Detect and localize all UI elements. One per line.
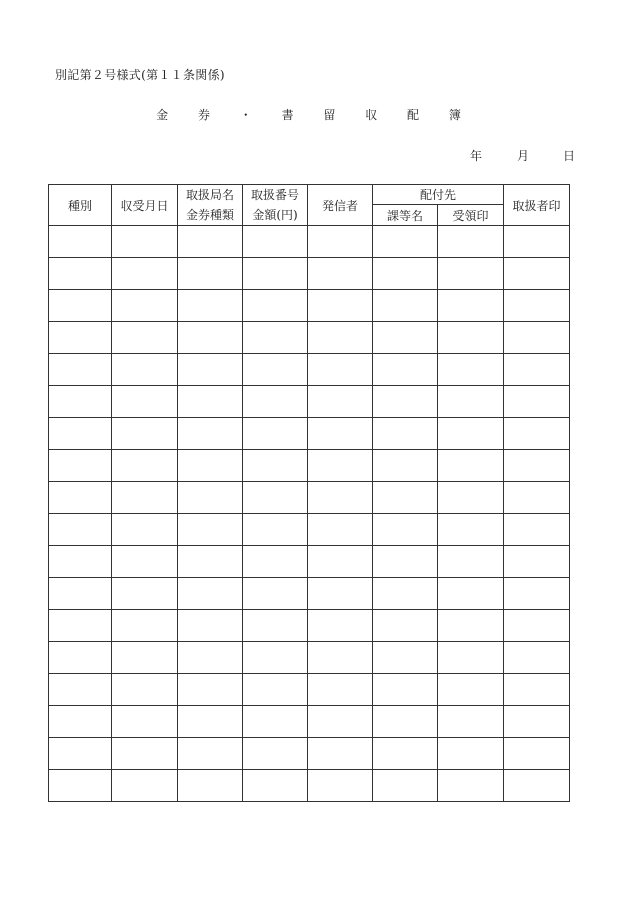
cell-sender xyxy=(308,258,373,290)
cell-received-date xyxy=(112,482,178,514)
cell-sender xyxy=(308,770,373,802)
form-reference-note: 別記第２号様式(第１１条関係) xyxy=(55,68,225,82)
cell-receipt-seal xyxy=(438,258,504,290)
cell-type xyxy=(49,610,112,642)
cell-handler-seal xyxy=(504,738,570,770)
cell-office-ticket-kind xyxy=(178,290,243,322)
cell-section-name xyxy=(373,258,438,290)
cell-received-date xyxy=(112,258,178,290)
cell-receipt-seal xyxy=(438,482,504,514)
cell-sender xyxy=(308,354,373,386)
cell-section-name xyxy=(373,514,438,546)
cell-received-date xyxy=(112,290,178,322)
cell-type xyxy=(49,226,112,258)
cell-type xyxy=(49,354,112,386)
table-row xyxy=(49,322,570,354)
date-year-label: 年 xyxy=(470,149,483,163)
cell-sender xyxy=(308,290,373,322)
cell-handler-seal xyxy=(504,450,570,482)
cell-sender xyxy=(308,706,373,738)
date-month-label: 月 xyxy=(517,149,530,163)
cell-sender xyxy=(308,514,373,546)
cell-received-date xyxy=(112,354,178,386)
cell-receipt-seal xyxy=(438,610,504,642)
cell-sender xyxy=(308,226,373,258)
cell-number-amount xyxy=(243,386,308,418)
cell-number-amount xyxy=(243,418,308,450)
cell-receipt-seal xyxy=(438,386,504,418)
cell-received-date xyxy=(112,770,178,802)
table-row xyxy=(49,674,570,706)
cell-number-amount xyxy=(243,482,308,514)
cell-sender xyxy=(308,610,373,642)
header-sender: 発信者 xyxy=(308,185,373,226)
cell-number-amount xyxy=(243,770,308,802)
cell-handler-seal xyxy=(504,578,570,610)
cell-section-name xyxy=(373,386,438,418)
cell-number-amount xyxy=(243,322,308,354)
cell-handler-seal xyxy=(504,706,570,738)
cell-office-ticket-kind xyxy=(178,546,243,578)
cell-section-name xyxy=(373,642,438,674)
cell-section-name xyxy=(373,482,438,514)
cell-office-ticket-kind xyxy=(178,770,243,802)
cell-received-date xyxy=(112,546,178,578)
cell-receipt-seal xyxy=(438,674,504,706)
header-number-amount xyxy=(243,185,308,226)
table-row xyxy=(49,258,570,290)
cell-number-amount xyxy=(243,514,308,546)
table-row xyxy=(49,386,570,418)
cell-type xyxy=(49,578,112,610)
cell-received-date xyxy=(112,642,178,674)
cell-number-amount xyxy=(243,738,308,770)
cell-receipt-seal xyxy=(438,738,504,770)
cell-number-amount xyxy=(243,546,308,578)
cell-receipt-seal xyxy=(438,578,504,610)
table-row xyxy=(49,418,570,450)
cell-received-date xyxy=(112,450,178,482)
cell-receipt-seal xyxy=(438,706,504,738)
cell-section-name xyxy=(373,578,438,610)
cell-type xyxy=(49,546,112,578)
cell-receipt-seal xyxy=(438,290,504,322)
cell-type xyxy=(49,738,112,770)
cell-section-name xyxy=(373,706,438,738)
cell-handler-seal xyxy=(504,354,570,386)
cell-received-date xyxy=(112,610,178,642)
table-row xyxy=(49,546,570,578)
cell-receipt-seal xyxy=(438,226,504,258)
cell-type xyxy=(49,770,112,802)
cell-receipt-seal xyxy=(438,770,504,802)
cell-office-ticket-kind xyxy=(178,386,243,418)
cell-received-date xyxy=(112,418,178,450)
cell-type xyxy=(49,514,112,546)
cell-type xyxy=(49,482,112,514)
table-row xyxy=(49,706,570,738)
cell-sender xyxy=(308,386,373,418)
table-row xyxy=(49,482,570,514)
cell-sender xyxy=(308,674,373,706)
cell-sender xyxy=(308,322,373,354)
cell-received-date xyxy=(112,738,178,770)
cell-received-date xyxy=(112,674,178,706)
date-day-label: 日 xyxy=(563,149,576,163)
cell-receipt-seal xyxy=(438,322,504,354)
cell-type xyxy=(49,642,112,674)
cell-handler-seal xyxy=(504,482,570,514)
cell-office-ticket-kind xyxy=(178,482,243,514)
table-row xyxy=(49,738,570,770)
cell-received-date xyxy=(112,386,178,418)
cell-section-name xyxy=(373,322,438,354)
header-number-line1: 取扱番号 xyxy=(250,188,299,202)
cell-section-name xyxy=(373,290,438,322)
cell-section-name xyxy=(373,418,438,450)
header-row-1 xyxy=(49,185,570,205)
cell-number-amount xyxy=(243,578,308,610)
cell-handler-seal xyxy=(504,770,570,802)
cell-handler-seal xyxy=(504,546,570,578)
cell-handler-seal xyxy=(504,258,570,290)
cell-number-amount xyxy=(243,354,308,386)
cell-number-amount xyxy=(243,290,308,322)
cell-handler-seal xyxy=(504,514,570,546)
cell-section-name xyxy=(373,610,438,642)
cell-sender xyxy=(308,546,373,578)
cell-type xyxy=(49,450,112,482)
cell-office-ticket-kind xyxy=(178,226,243,258)
cell-number-amount xyxy=(243,706,308,738)
cell-sender xyxy=(308,738,373,770)
ledger-body xyxy=(49,226,570,802)
header-office-line2: 金券種類 xyxy=(185,208,234,222)
header-number-line2: 金額(円) xyxy=(252,208,298,222)
cell-receipt-seal xyxy=(438,642,504,674)
cell-office-ticket-kind xyxy=(178,674,243,706)
header-section-name: 課等名 xyxy=(373,205,438,226)
table-row xyxy=(49,578,570,610)
cell-type xyxy=(49,674,112,706)
cell-sender xyxy=(308,642,373,674)
cell-number-amount xyxy=(243,642,308,674)
cell-office-ticket-kind xyxy=(178,738,243,770)
cell-sender xyxy=(308,450,373,482)
form-title: 金 券 ・ 書 留 収 配 簿 xyxy=(156,108,474,122)
cell-number-amount xyxy=(243,450,308,482)
cell-office-ticket-kind xyxy=(178,514,243,546)
cell-handler-seal xyxy=(504,642,570,674)
table-row xyxy=(49,642,570,674)
cell-sender xyxy=(308,418,373,450)
cell-handler-seal xyxy=(504,610,570,642)
cell-office-ticket-kind xyxy=(178,642,243,674)
cell-number-amount xyxy=(243,674,308,706)
table-row xyxy=(49,354,570,386)
cell-type xyxy=(49,706,112,738)
header-destination: 配付先 xyxy=(373,185,504,205)
cell-received-date xyxy=(112,322,178,354)
cell-number-amount xyxy=(243,258,308,290)
cell-office-ticket-kind xyxy=(178,450,243,482)
table-row xyxy=(49,290,570,322)
cell-received-date xyxy=(112,578,178,610)
cell-received-date xyxy=(112,514,178,546)
header-handler-seal: 取扱者印 xyxy=(504,185,570,226)
header-type: 種別 xyxy=(49,185,112,226)
cell-section-name xyxy=(373,354,438,386)
cell-receipt-seal xyxy=(438,418,504,450)
cell-sender xyxy=(308,482,373,514)
header-office-ticket-kind xyxy=(178,185,243,226)
cell-section-name xyxy=(373,674,438,706)
cell-handler-seal xyxy=(504,322,570,354)
cell-handler-seal xyxy=(504,418,570,450)
cell-handler-seal xyxy=(504,674,570,706)
header-office-line1: 取扱局名 xyxy=(185,188,234,202)
cell-handler-seal xyxy=(504,226,570,258)
cell-type xyxy=(49,290,112,322)
cell-section-name xyxy=(373,450,438,482)
cell-number-amount xyxy=(243,226,308,258)
cell-office-ticket-kind xyxy=(178,322,243,354)
cell-receipt-seal xyxy=(438,354,504,386)
cell-office-ticket-kind xyxy=(178,258,243,290)
cell-type xyxy=(49,322,112,354)
header-receipt-seal: 受領印 xyxy=(438,205,504,226)
cell-section-name xyxy=(373,546,438,578)
cell-handler-seal xyxy=(504,290,570,322)
cell-received-date xyxy=(112,226,178,258)
cell-receipt-seal xyxy=(438,450,504,482)
cell-type xyxy=(49,418,112,450)
header-received-date: 収受月日 xyxy=(112,185,178,226)
cell-office-ticket-kind xyxy=(178,418,243,450)
table-row xyxy=(49,770,570,802)
table-row xyxy=(49,514,570,546)
cell-office-ticket-kind xyxy=(178,610,243,642)
cell-section-name xyxy=(373,770,438,802)
table-row xyxy=(49,610,570,642)
cell-office-ticket-kind xyxy=(178,578,243,610)
ledger-table xyxy=(48,184,570,802)
cell-sender xyxy=(308,578,373,610)
cell-receipt-seal xyxy=(438,546,504,578)
cell-receipt-seal xyxy=(438,514,504,546)
cell-number-amount xyxy=(243,610,308,642)
cell-section-name xyxy=(373,226,438,258)
cell-type xyxy=(49,258,112,290)
cell-office-ticket-kind xyxy=(178,354,243,386)
cell-received-date xyxy=(112,706,178,738)
table-row xyxy=(49,450,570,482)
cell-type xyxy=(49,386,112,418)
cell-handler-seal xyxy=(504,386,570,418)
cell-section-name xyxy=(373,738,438,770)
cell-office-ticket-kind xyxy=(178,706,243,738)
table-row xyxy=(49,226,570,258)
